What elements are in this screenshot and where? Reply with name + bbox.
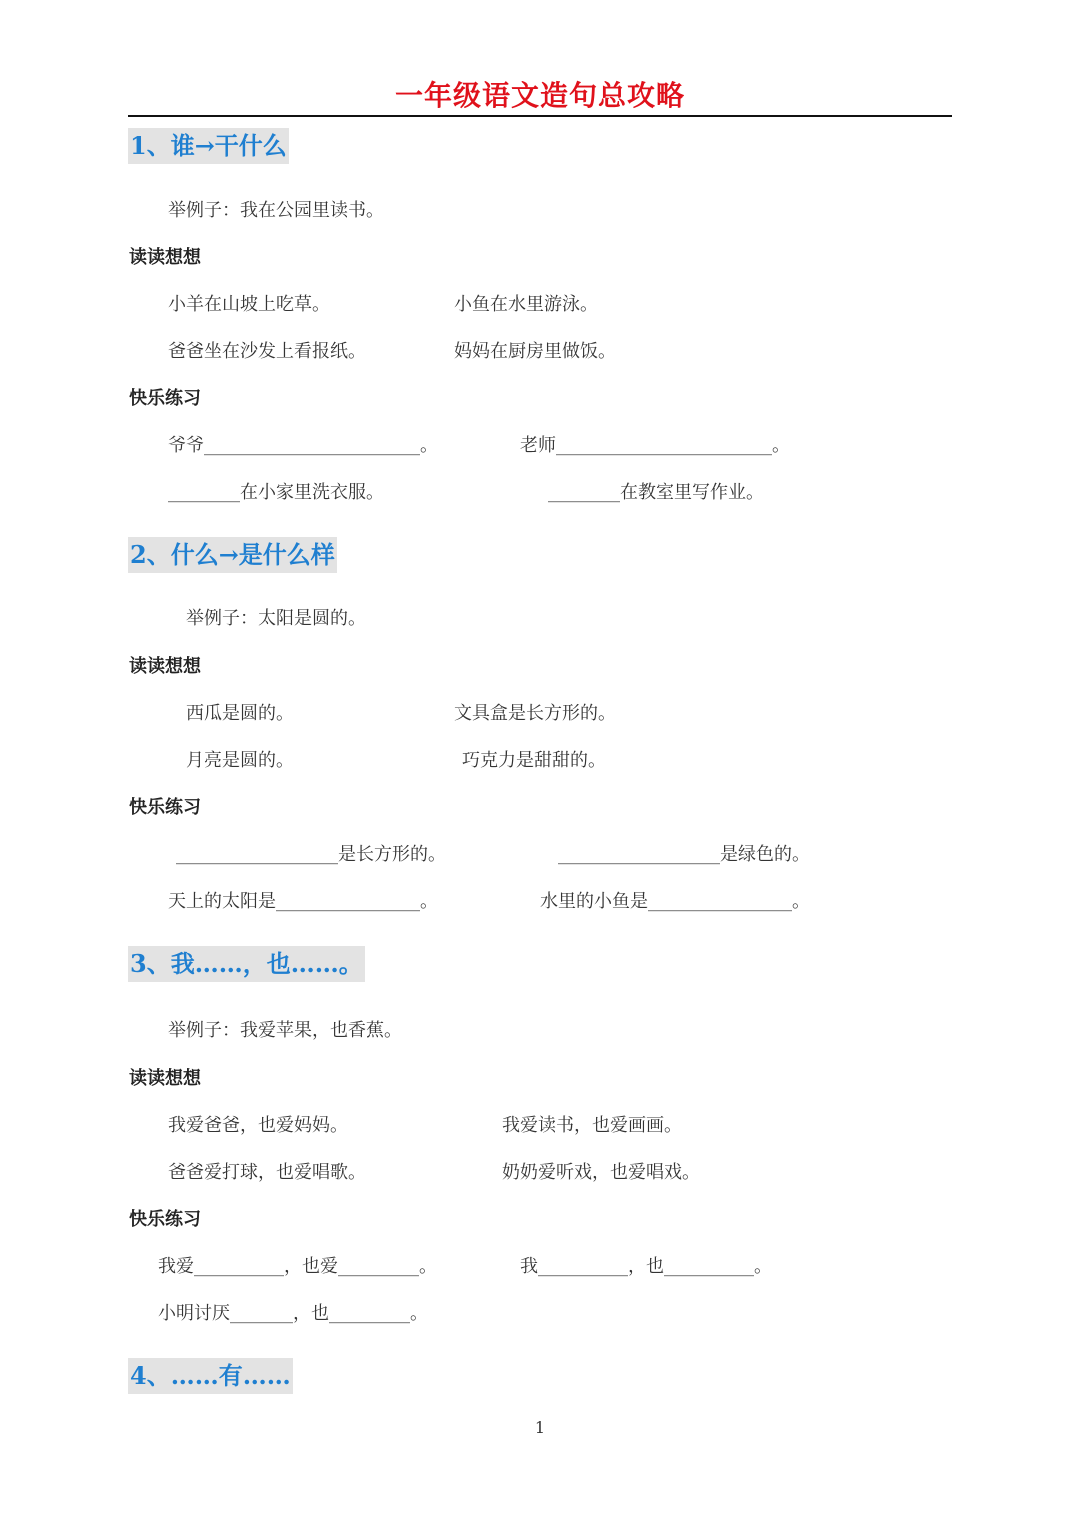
- section-1-practice-item: ________在教室里写作业。: [548, 482, 764, 503]
- section-1-practice-item: 老师________________________。: [520, 435, 790, 456]
- section-2-practice-item: 天上的太阳是________________。: [168, 891, 438, 912]
- section-3-practice-item: 我爱__________，也爱_________。: [158, 1256, 437, 1277]
- section-4-heading: 4、……有……: [128, 1358, 293, 1394]
- section-1-example: 举例子：我在公园里读书。: [168, 200, 384, 221]
- section-3-example: 举例子：我爱苹果，也香蕉。: [168, 1020, 402, 1041]
- section-1-read-item: 小鱼在水里游泳。: [454, 294, 598, 315]
- section-3-read-item: 我爱读书，也爱画画。: [502, 1115, 682, 1136]
- section-2-practice-item: __________________是长方形的。: [176, 844, 446, 865]
- section-1-heading: 1、谁→干什么: [128, 128, 289, 164]
- section-2-read-item: 文具盒是长方形的。: [454, 703, 616, 724]
- section-1-read-item: 妈妈在厨房里做饭。: [454, 341, 616, 362]
- title-divider: [128, 115, 952, 117]
- section-3-practice-label: 快乐练习: [129, 1209, 201, 1230]
- section-1-practice-item: 爷爷________________________。: [168, 435, 438, 456]
- section-2-practice-item: __________________是绿色的。: [558, 844, 810, 865]
- section-2-read-label: 读读想想: [129, 656, 201, 677]
- section-2-heading: 2、什么→是什么样: [128, 537, 337, 573]
- section-3-read-item: 我爱爸爸，也爱妈妈。: [168, 1115, 348, 1136]
- section-1-read-item: 小羊在山坡上吃草。: [168, 294, 330, 315]
- section-3-practice-item: 我__________，也__________。: [520, 1256, 772, 1277]
- section-2-read-item: 巧克力是甜甜的。: [462, 750, 606, 771]
- page-number: 1: [534, 1418, 546, 1437]
- section-2-example: 举例子：太阳是圆的。: [186, 608, 366, 629]
- section-1-read-item: 爸爸坐在沙发上看报纸。: [168, 341, 366, 362]
- section-3-read-label: 读读想想: [129, 1068, 201, 1089]
- section-2-practice-label: 快乐练习: [129, 797, 201, 818]
- section-2-practice-item: 水里的小鱼是________________。: [540, 891, 810, 912]
- section-1-practice-item: ________在小家里洗衣服。: [168, 482, 384, 503]
- section-1-read-label: 读读想想: [129, 247, 201, 268]
- section-1-practice-label: 快乐练习: [129, 388, 201, 409]
- section-3-read-item: 奶奶爱听戏，也爱唱戏。: [502, 1162, 700, 1183]
- section-3-heading: 3、我……，也……。: [128, 946, 365, 982]
- section-2-read-item: 西瓜是圆的。: [186, 703, 294, 724]
- page-title: 一年级语文造句总攻略: [394, 79, 685, 112]
- section-2-read-item: 月亮是圆的。: [186, 750, 294, 771]
- section-3-read-item: 爸爸爱打球，也爱唱歌。: [168, 1162, 366, 1183]
- section-3-practice-item: 小明讨厌_______，也_________。: [158, 1303, 428, 1324]
